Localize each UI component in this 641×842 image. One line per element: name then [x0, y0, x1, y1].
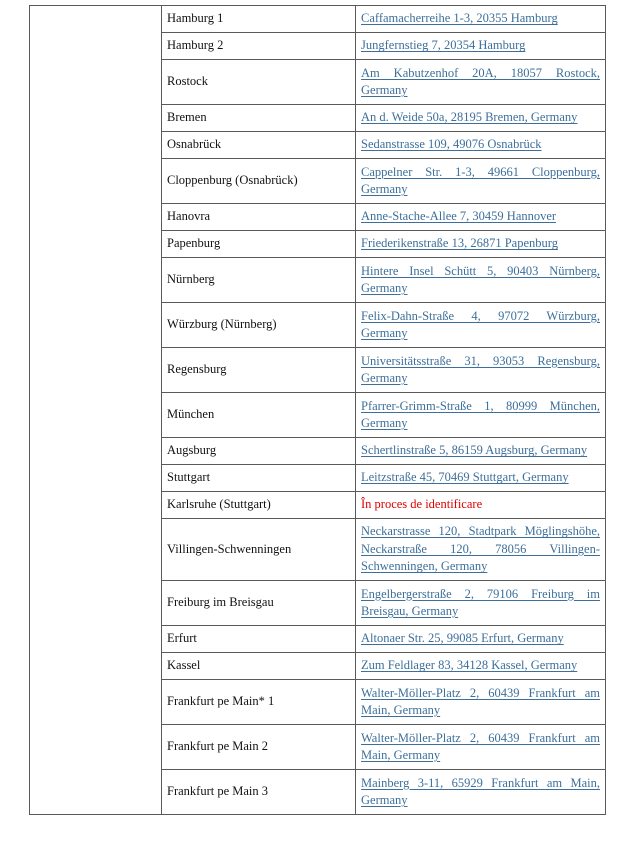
- address-link[interactable]: Altonaer Str. 25, 99085 Erfurt, Germany: [361, 631, 564, 646]
- address-cell: [356, 770, 606, 815]
- address-link[interactable]: Sedanstrasse 109, 49076 Osnabrück: [361, 137, 542, 152]
- address-link[interactable]: Anne-Stache-Allee 7, 30459 Hannover: [361, 209, 557, 224]
- address-cell: [356, 258, 606, 303]
- locations-table: [29, 5, 606, 815]
- address-cell: [356, 33, 606, 60]
- address-link[interactable]: Schertlinstraße 5, 86159 Augsburg, Germany: [361, 443, 588, 458]
- address-cell: [356, 132, 606, 159]
- city-cell: Hanovra: [162, 204, 356, 231]
- city-cell: Osnabrück: [162, 132, 356, 159]
- city-cell: Stuttgart: [162, 465, 356, 492]
- table-row: [30, 6, 606, 33]
- address-cell: [356, 348, 606, 393]
- address-cell: [356, 725, 606, 770]
- address-pending-text: În proces de identificare: [361, 497, 483, 512]
- address-cell: [356, 465, 606, 492]
- address-link[interactable]: Zum Feldlager 83, 34128 Kassel, Germany: [361, 658, 578, 673]
- city-cell: Augsburg: [162, 438, 356, 465]
- city-cell: Rostock: [162, 60, 356, 105]
- city-cell: Bremen: [162, 105, 356, 132]
- address-cell: [356, 492, 606, 519]
- address-cell: [356, 393, 606, 438]
- address-cell: [356, 6, 606, 33]
- city-cell: Hamburg 2: [162, 33, 356, 60]
- address-link[interactable]: Friederikenstraße 13, 26871 Papenburg: [361, 236, 558, 251]
- city-cell: Freiburg im Breisgau: [162, 581, 356, 626]
- address-link[interactable]: Pfarrer-Grimm-Straße 1, 80999 München, Germany: [361, 398, 600, 430]
- address-cell: [356, 231, 606, 258]
- address-link[interactable]: Jungfernstieg 7, 20354 Hamburg: [361, 38, 526, 53]
- city-cell: Erfurt: [162, 626, 356, 653]
- address-link[interactable]: Caffamacherreihe 1-3, 20355 Hamburg: [361, 11, 558, 26]
- address-cell: [356, 159, 606, 204]
- empty-left-column-cell: [30, 6, 162, 815]
- city-cell: Villingen-Schwenningen: [162, 519, 356, 581]
- city-cell: Hamburg 1: [162, 6, 356, 33]
- address-link[interactable]: Cappelner Str. 1-3, 49661 Cloppenburg, Germany: [361, 164, 600, 196]
- city-cell: Nürnberg: [162, 258, 356, 303]
- address-link[interactable]: Walter-Möller-Platz 2, 60439 Frankfurt am Main, Germany: [361, 685, 600, 717]
- address-link[interactable]: Universitätsstraße 31, 93053 Regensburg, Germany: [361, 353, 600, 385]
- city-cell: Papenburg: [162, 231, 356, 258]
- address-link[interactable]: Walter-Möller-Platz 2, 60439 Frankfurt am Main, Germany: [361, 730, 600, 762]
- locations-table-body: [30, 6, 606, 815]
- city-cell: Frankfurt pe Main 2: [162, 725, 356, 770]
- city-cell: Frankfurt pe Main 3: [162, 770, 356, 815]
- address-link[interactable]: Leitzstraße 45, 70469 Stuttgart, Germany: [361, 470, 569, 485]
- address-cell: [356, 519, 606, 581]
- address-cell: [356, 438, 606, 465]
- address-cell: [356, 680, 606, 725]
- address-cell: [356, 303, 606, 348]
- city-cell: Frankfurt pe Main* 1: [162, 680, 356, 725]
- address-link[interactable]: An d. Weide 50a, 28195 Bremen, Germany: [361, 110, 578, 125]
- city-cell: München: [162, 393, 356, 438]
- city-cell: Würzburg (Nürnberg): [162, 303, 356, 348]
- city-cell: Cloppenburg (Osnabrück): [162, 159, 356, 204]
- address-cell: [356, 60, 606, 105]
- address-link[interactable]: Hintere Insel Schütt 5, 90403 Nürnberg, Germany: [361, 263, 600, 295]
- address-link[interactable]: Felix-Dahn-Straße 4, 97072 Würzburg, Germany: [361, 308, 600, 340]
- address-cell: [356, 105, 606, 132]
- locations-table-container: [29, 5, 606, 815]
- city-cell: Kassel: [162, 653, 356, 680]
- address-cell: [356, 626, 606, 653]
- address-link[interactable]: Mainberg 3-11, 65929 Frankfurt am Main, Germany: [361, 775, 600, 807]
- address-cell: [356, 581, 606, 626]
- city-cell: Regensburg: [162, 348, 356, 393]
- address-link[interactable]: Neckarstrasse 120, Stadtpark Möglingshöhe, Neckarstraße 120, 78056 Villingen-Schwenningen, Germany: [361, 524, 600, 574]
- city-cell: Karlsruhe (Stuttgart): [162, 492, 356, 519]
- address-cell: [356, 204, 606, 231]
- address-link[interactable]: Am Kabutzenhof 20A, 18057 Rostock, Germany: [361, 65, 600, 97]
- address-link[interactable]: Engelbergerstraße 2, 79106 Freiburg im Breisgau, Germany: [361, 586, 600, 618]
- address-cell: [356, 653, 606, 680]
